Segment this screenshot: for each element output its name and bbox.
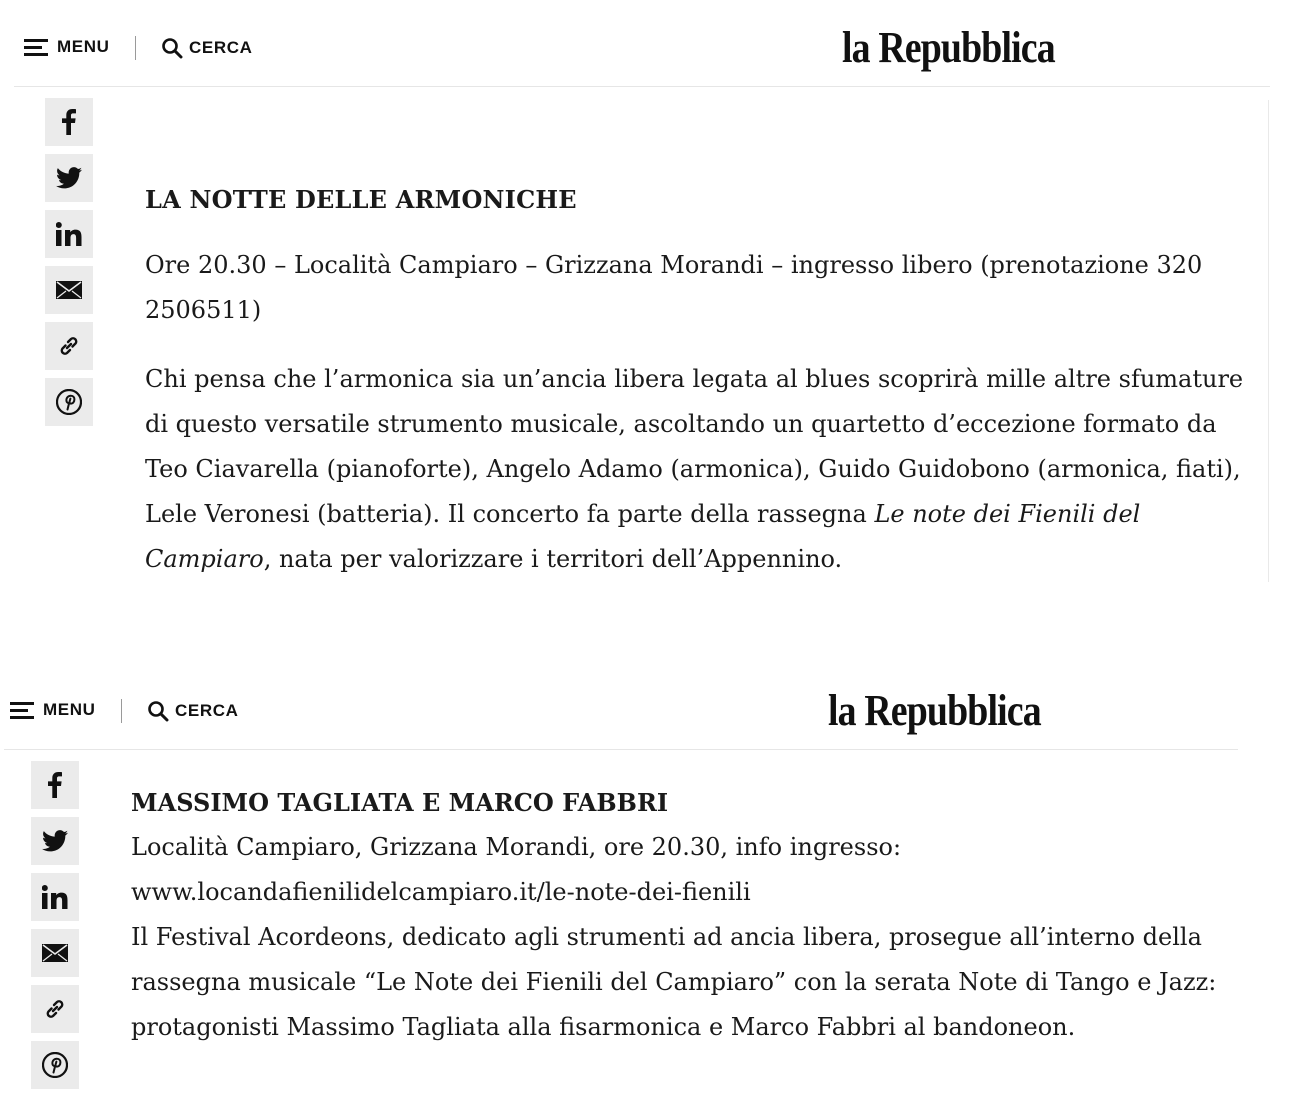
menu-button[interactable] <box>10 700 95 720</box>
article-content-2 <box>131 780 1236 1050</box>
share-bar <box>45 98 93 434</box>
search-button[interactable] <box>161 37 252 59</box>
pinterest-icon <box>56 389 82 415</box>
article-body: Il Festival Acordeons, dedicato agli strumenti ad ancia libera, prosegue all’interno della rassegna musicale “Le Note dei Fienili del Campiaro” con la serata Note di Tango e Jazz: protagonisti Massimo Tagliata alla fisarmonica e Marco Fabbri al bandoneon. <box>131 923 1217 1041</box>
body-text: Chi pensa che l’armonica sia un’ancia libera legata al blues scoprirà mille altre sfumature di questo versatile strumento musicale, ascoltando un quartetto d’eccezione formato da Teo Ciavarella (pianoforte), Angelo Adamo (armonica), Guido Guidobono (armonica, fiati), Lele Veronesi (batteria). Il concerto fa parte della rassegna <box>145 365 1244 528</box>
share-email-button[interactable] <box>31 929 79 977</box>
twitter-icon <box>56 167 82 189</box>
header-separator <box>121 699 122 723</box>
share-email-button[interactable] <box>45 266 93 314</box>
article-body <box>145 357 1250 582</box>
linkedin-icon <box>42 885 68 909</box>
email-icon <box>42 944 68 962</box>
share-link-button[interactable] <box>45 322 93 370</box>
hamburger-icon <box>10 702 34 719</box>
search-label: CERCA <box>189 38 253 57</box>
site-header <box>0 663 1290 749</box>
header-divider <box>4 749 1238 750</box>
festival-name: Le note dei Fienili del Campiaro <box>145 500 1141 573</box>
article-panel-2 <box>0 663 1290 1112</box>
share-linkedin-button[interactable] <box>31 873 79 921</box>
share-twitter-button[interactable] <box>31 817 79 865</box>
article-title: LA NOTTE DELLE ARMONICHE <box>145 185 577 214</box>
site-logo[interactable]: la Repubblica <box>828 686 1041 735</box>
share-link-button[interactable] <box>31 985 79 1033</box>
article-title: MASSIMO TAGLIATA E MARCO FABBRI <box>131 788 669 817</box>
linkedin-icon <box>56 222 82 246</box>
search-icon <box>161 37 183 59</box>
search-button[interactable] <box>147 700 238 722</box>
email-icon <box>56 281 82 299</box>
site-logo[interactable]: la Repubblica <box>842 23 1055 72</box>
share-twitter-button[interactable] <box>45 154 93 202</box>
facebook-icon <box>48 772 62 798</box>
search-label: CERCA <box>175 701 239 720</box>
event-info: Località Campiaro, Grizzana Morandi, ore 20.30, info ingresso: <box>131 833 902 861</box>
menu-label: MENU <box>43 700 96 719</box>
hamburger-icon <box>24 39 48 56</box>
event-info: Ore 20.30 – Località Campiaro – Grizzana Morandi – ingresso libero (prenotazione 320 2506511) <box>145 251 1203 324</box>
pinterest-icon <box>42 1052 68 1078</box>
header-separator <box>135 36 136 60</box>
twitter-icon <box>42 830 68 852</box>
menu-label: MENU <box>57 37 110 56</box>
share-bar <box>31 761 79 1097</box>
share-facebook-button[interactable] <box>45 98 93 146</box>
facebook-icon <box>62 109 76 135</box>
link-icon <box>43 997 67 1021</box>
content-border <box>1268 100 1269 582</box>
link-icon <box>57 334 81 358</box>
body-text-end: , nata per valorizzare i territori dell’Appennino. <box>263 545 843 573</box>
share-facebook-button[interactable] <box>31 761 79 809</box>
article-content-1 <box>145 184 1250 582</box>
event-url[interactable]: www.locandafienilidelcampiaro.it/le-note-dei-fienili <box>131 878 751 906</box>
header-divider <box>14 86 1270 87</box>
menu-button[interactable] <box>24 37 109 57</box>
share-linkedin-button[interactable] <box>45 210 93 258</box>
share-pinterest-button[interactable] <box>45 378 93 426</box>
site-header <box>0 0 1290 86</box>
search-icon <box>147 700 169 722</box>
share-pinterest-button[interactable] <box>31 1041 79 1089</box>
